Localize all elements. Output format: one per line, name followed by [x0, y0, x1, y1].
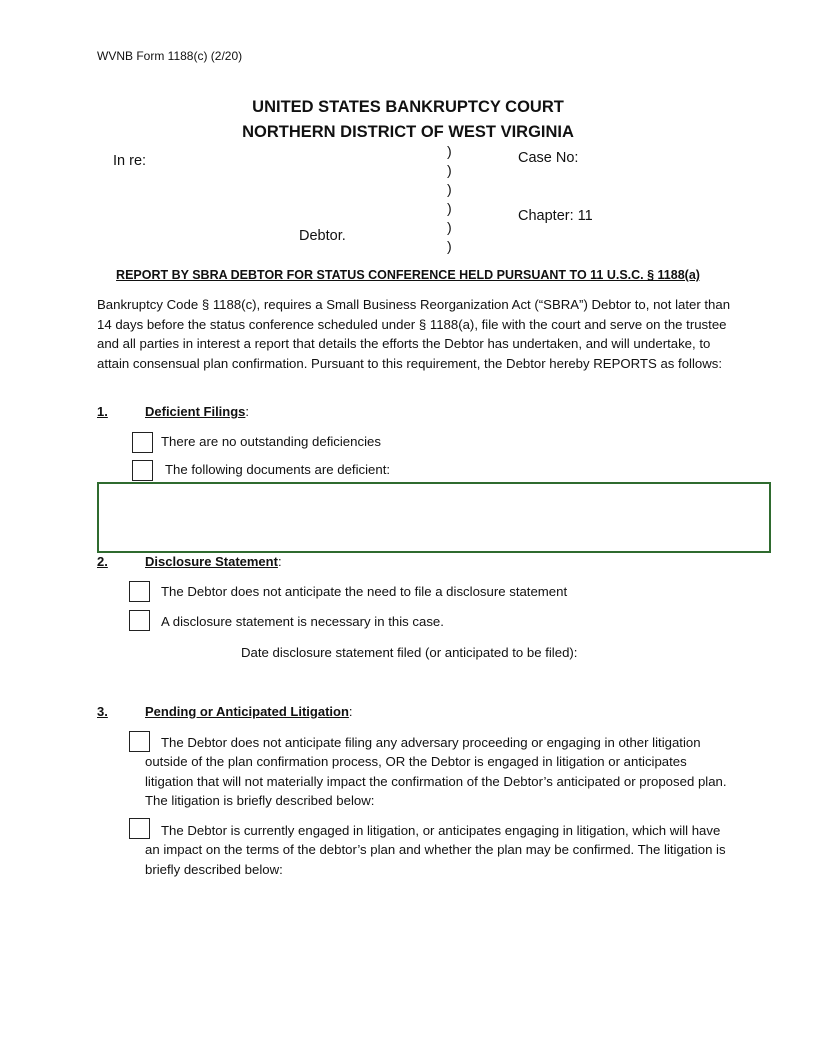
court-district: NORTHERN DISTRICT OF WEST VIRGINIA	[242, 123, 574, 141]
chapter-label: Chapter: 11	[518, 208, 593, 224]
section2-colon: :	[277, 554, 282, 569]
caption-paren: )	[447, 181, 452, 197]
section3-heading	[145, 704, 353, 719]
caption-paren: )	[447, 200, 452, 216]
caption-paren: )	[447, 143, 452, 159]
caption-paren: )	[447, 219, 452, 235]
deficient-documents-label: The following documents are deficient:	[165, 462, 391, 477]
debtor-label: Debtor.	[299, 228, 346, 244]
no-material-litigation-label: The Debtor does not anticipate filing any adversary proceeding or engaging in other litigation outside of the plan confirmation process, OR the Debtor is engaged in litigation or anticipates litigation that will not materially impact the confirmation of the Debtor’s anticipated or proposed plan. The litigation is briefly described below:	[145, 735, 727, 809]
section1-heading	[145, 404, 249, 419]
section3-colon: :	[348, 704, 353, 719]
disclosure-date-label: Date disclosure statement filed (or anticipated to be filed):	[241, 645, 578, 660]
court-name: UNITED STATES BANKRUPTCY COURT	[252, 98, 564, 116]
no-disclosure-statement-checkbox[interactable]	[129, 581, 150, 602]
no-deficiencies-label: There are no outstanding deficiencies	[161, 434, 381, 449]
caption-paren: )	[447, 162, 452, 178]
form-id: WVNB Form 1188(c) (2/20)	[97, 49, 243, 63]
in-re-label: In re:	[113, 153, 147, 169]
section1-title: Deficient Filings	[145, 404, 246, 419]
material-litigation-label: The Debtor is currently engaged in litigation, or anticipates engaging in litigation, which will have an impact on the terms of the debtor’s plan and whether the plan may be confirmed. The litigation is briefly described below:	[145, 823, 726, 877]
section2-heading	[145, 554, 282, 569]
section2-number: 2.	[97, 554, 108, 569]
intro-paragraph: Bankruptcy Code § 1188(c), requires a Small Business Reorganization Act (“SBRA”) Debtor to, not later than 14 days before the status conference scheduled under § 1188(a), file with the court and serve on the trustee and all parties in interest a report that details the efforts the Debtor has undertaken, and will undertake, to attain consensual plan confirmation. Pursuant to this requirement, the Debtor hereby REPORTS as follows:	[97, 297, 731, 371]
deficient-documents-checkbox[interactable]	[132, 460, 153, 481]
disclosure-statement-necessary-checkbox[interactable]	[129, 610, 150, 631]
section1-colon: :	[245, 404, 250, 419]
section1-number: 1.	[97, 404, 108, 419]
section2-title: Disclosure Statement	[145, 554, 278, 569]
case-number-label: Case No:	[518, 150, 579, 166]
no-deficiencies-checkbox[interactable]	[132, 432, 153, 453]
caption-paren: )	[447, 238, 452, 254]
disclosure-statement-necessary-label: A disclosure statement is necessary in this case.	[161, 614, 444, 629]
report-title: REPORT BY SBRA DEBTOR FOR STATUS CONFERENCE HELD PURSUANT TO 11 U.S.C. § 1188(a)	[116, 268, 700, 282]
no-disclosure-statement-label: The Debtor does not anticipate the need to file a disclosure statement	[161, 584, 568, 599]
section3-number: 3.	[97, 704, 108, 719]
deficient-documents-textbox[interactable]	[97, 482, 771, 553]
section3-title: Pending or Anticipated Litigation	[145, 704, 349, 719]
